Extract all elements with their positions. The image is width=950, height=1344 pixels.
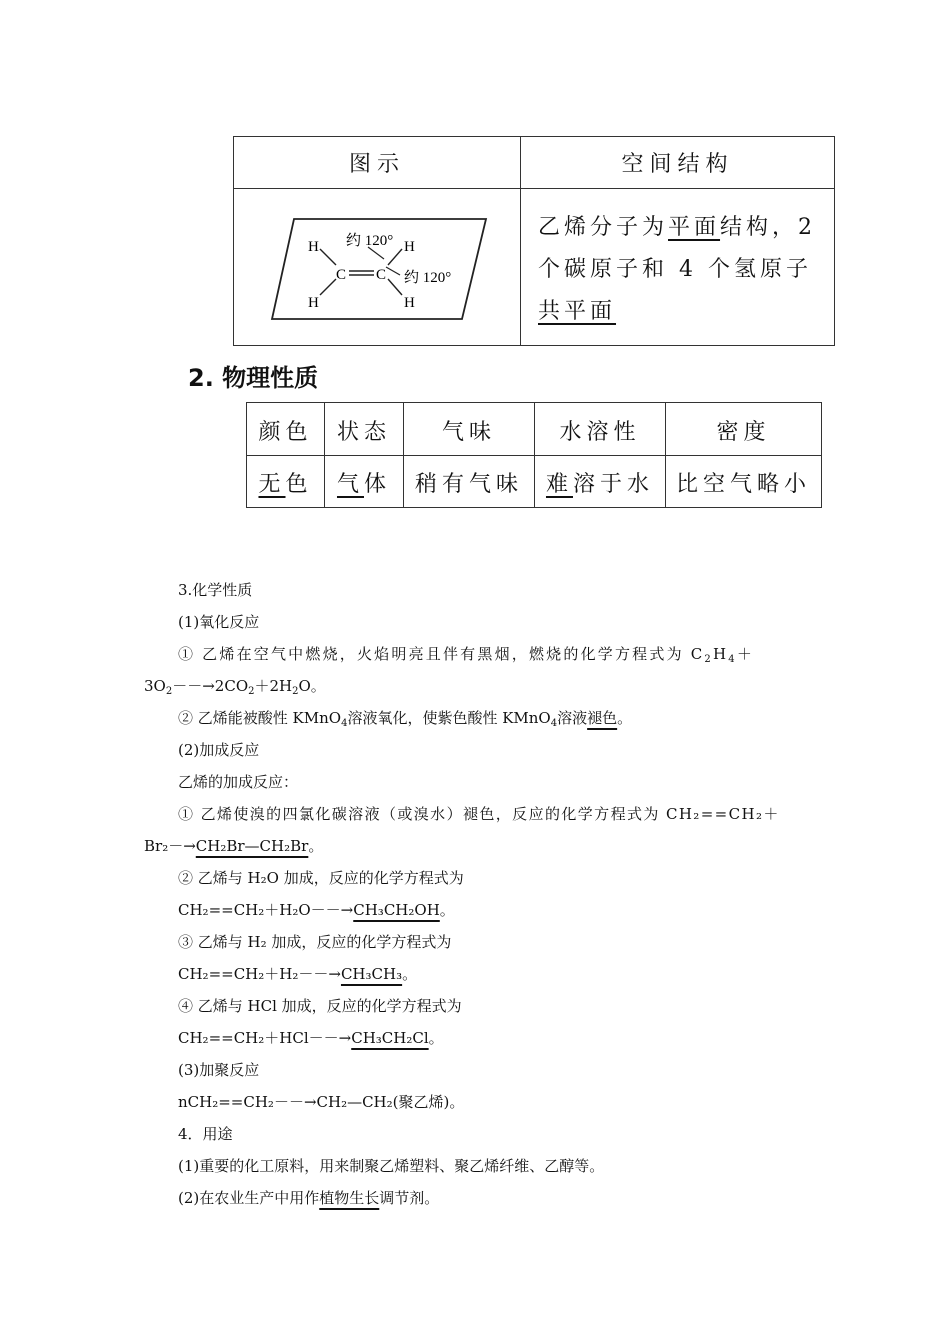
bond — [320, 279, 336, 295]
section-heading: 4．用途 — [178, 1125, 233, 1143]
paragraph — [178, 1028, 444, 1048]
atom-h1: H — [308, 239, 319, 255]
subscript: 2 — [704, 654, 713, 665]
underlined-text: CH₂Br—CH₂Br — [195, 837, 309, 855]
col-header: 密度 — [716, 420, 771, 445]
text: 。 — [402, 965, 418, 983]
desc-text: 结构，2个碳原子和 4 个氢原子 — [538, 215, 817, 282]
text: ＋ — [736, 645, 755, 663]
bond — [388, 249, 402, 265]
paragraph — [178, 708, 632, 734]
paragraph: ④ 乙烯与 HCl 加成，反应的化学方程式为 — [178, 997, 462, 1015]
col-header: 水溶性 — [559, 420, 641, 445]
text: CH₂==CH₂＋H₂－－→ — [178, 965, 341, 983]
text: H — [712, 645, 729, 663]
section-title: 2. 物理性质 — [188, 364, 319, 392]
text: 调节剂。 — [379, 1189, 440, 1207]
cell-underlined: 难 — [545, 472, 573, 497]
atom-c1: C — [336, 267, 347, 283]
cell — [666, 467, 821, 498]
angle-arrow — [386, 267, 400, 275]
text: 2CO — [214, 677, 249, 695]
col-header: 状态 — [336, 420, 391, 445]
table-header-structure: 空间结构 — [621, 152, 734, 177]
table-header-diagram: 图示 — [348, 152, 405, 177]
cell-underlined: 气 — [336, 472, 364, 497]
paragraph — [144, 676, 326, 702]
paragraph: (1)重要的化工原料，用来制聚乙烯塑料、聚乙烯纤维、乙醇等。 — [178, 1157, 605, 1175]
text: ② 乙烯能被酸性 KMnO — [178, 709, 342, 727]
table-divider — [247, 455, 821, 456]
text: ① 乙烯在空气中燃烧，火焰明亮且伴有黑烟，燃烧的化学方程式为 C — [178, 645, 705, 663]
text: (2)在农业生产中用作 — [178, 1189, 320, 1207]
underlined-text: 褪色 — [587, 709, 618, 727]
text: CH₂==CH₂＋HCl－－→ — [178, 1029, 352, 1047]
section-heading: 3.化学性质 — [178, 581, 253, 599]
angle-label-top: 约 120° — [346, 233, 394, 249]
underlined-text: 植物生长 — [319, 1189, 380, 1207]
atom-h2: H — [404, 239, 415, 255]
paragraph: ② 乙烯与 H₂O 加成，反应的化学方程式为 — [178, 869, 464, 887]
cell — [535, 467, 665, 498]
cell-text: 溶于水 — [573, 472, 655, 497]
text: CH₂==CH₂＋H₂O－－→ — [178, 901, 354, 919]
paragraph — [178, 1188, 439, 1208]
cell — [325, 467, 403, 498]
paragraph — [144, 836, 323, 856]
subscript: 2 — [165, 686, 173, 697]
text: 。 — [617, 709, 633, 727]
desc-underlined: 共平面 — [538, 299, 617, 324]
physical-properties-table — [246, 402, 822, 508]
desc-underlined: 平面 — [668, 215, 721, 240]
underlined-text: CH₃CH₃ — [340, 965, 403, 983]
paragraph: nCH₂==CH₂－－→CH₂—CH₂(聚乙烯)。 — [178, 1093, 465, 1111]
cell-text: 比空气略小 — [675, 472, 811, 497]
desc-text: 乙烯分子为 — [538, 215, 669, 240]
angle-label-right: 约 120° — [404, 270, 452, 286]
structure-description — [538, 207, 828, 333]
atom-h3: H — [308, 295, 319, 311]
atom-c2: C — [376, 267, 387, 283]
arrow: －－→ — [172, 677, 215, 695]
text: 。 — [439, 901, 455, 919]
atom-h4: H — [404, 295, 415, 311]
text: 。 — [428, 1029, 444, 1047]
ethylene-diagram — [264, 207, 494, 327]
subsection-heading: (3)加聚反应 — [178, 1061, 260, 1079]
cell — [247, 467, 324, 498]
paragraph: ③ 乙烯与 H₂ 加成，反应的化学方程式为 — [178, 933, 452, 951]
paragraph — [178, 644, 754, 670]
subscript: 4 — [550, 718, 558, 729]
text: 。 — [308, 837, 324, 855]
subsection-heading: (1)氧化反应 — [178, 613, 260, 631]
subscript: 2 — [248, 686, 255, 697]
text: 溶液 — [557, 709, 588, 727]
subsection-heading: (2)加成反应 — [178, 741, 260, 759]
subscript: 4 — [341, 718, 348, 729]
paragraph — [178, 900, 455, 920]
underlined-text: CH₃CH₂Cl — [351, 1029, 429, 1047]
paragraph — [178, 964, 417, 984]
col-header: 颜色 — [258, 420, 313, 445]
bond — [388, 279, 402, 295]
text: 溶液氧化，使紫色酸性 KMnO — [347, 709, 551, 727]
text: Br₂－→ — [144, 837, 196, 855]
cell-underlined: 无 — [258, 472, 286, 497]
subscript: 2 — [292, 686, 299, 697]
text: 3O — [144, 677, 166, 695]
subscript: 4 — [728, 654, 737, 665]
underlined-text: CH₃CH₂OH — [353, 901, 440, 919]
col-header: 气味 — [441, 420, 496, 445]
structure-table — [233, 136, 835, 346]
cell-text: 色 — [285, 472, 313, 497]
cell-text: 体 — [364, 472, 392, 497]
cell — [404, 467, 534, 498]
table-divider — [234, 188, 834, 189]
paragraph: ① 乙烯使溴的四氯化碳溶液（或溴水）褪色，反应的化学方程式为 CH₂==CH₂＋ — [178, 805, 780, 823]
text: ＋2H — [254, 677, 293, 695]
text: O。 — [298, 677, 326, 695]
bond — [320, 249, 336, 265]
cell-text: 稍有气味 — [414, 472, 523, 497]
paragraph: 乙烯的加成反应： — [178, 773, 299, 791]
